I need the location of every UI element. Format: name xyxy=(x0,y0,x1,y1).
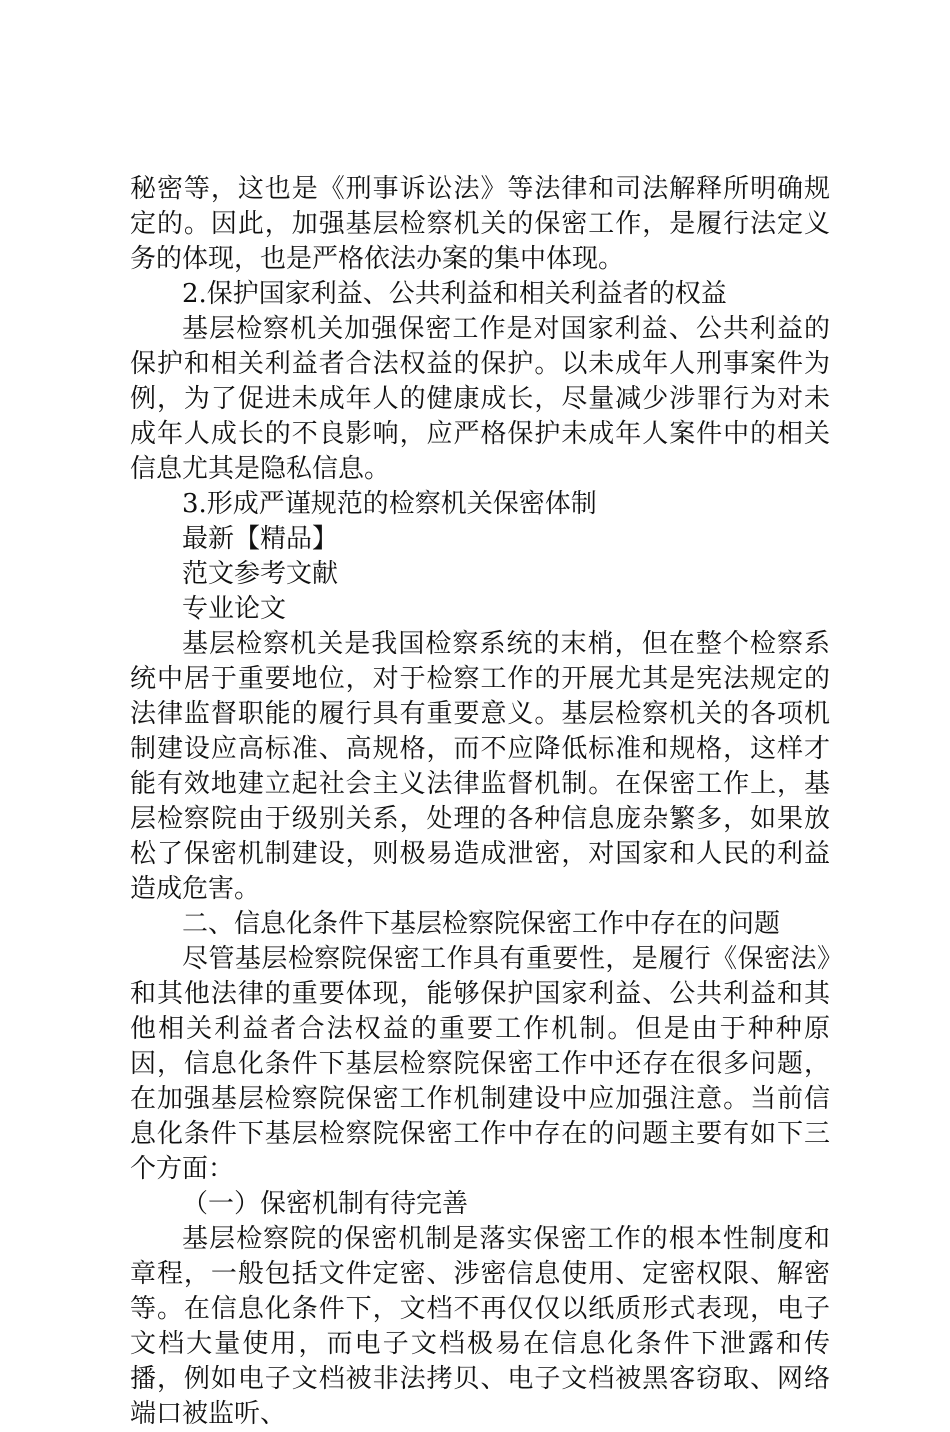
body-paragraph: 尽管基层检察院保密工作具有重要性，是履行《保密法》和其他法律的重要体现，能够保护国家利益、公共利益和其他相关利益者合法权益的重要工作机制。但是由于种种原因，信息化条件下基层检察院保密工作中还存在很多问题，在加强基层检察院保密工作机制建设中应加强注意。当前信息化条件下基层检察院保密工作中存在的问题主要有如下三个方面： xyxy=(130,944,830,1184)
promo-line: 最新【精品】 xyxy=(182,524,339,554)
section-heading: 2.保护国家利益、公共利益和相关利益者的权益 xyxy=(182,279,727,309)
subsection-heading: （一）保密机制有待完善 xyxy=(182,1189,469,1219)
promo-line: 专业论文 xyxy=(182,594,287,624)
body-paragraph: 基层检察机关加强保密工作是对国家利益、公共利益的保护和相关利益者合法权益的保护。以未成年人刑事案件为例，为了促进未成年人的健康成长，尽量减少涉罪行为对未成年人成长的不良影响，应严格保护未成年人案件中的相关信息尤其是隐私信息。 xyxy=(130,314,830,484)
section-heading: 二、信息化条件下基层检察院保密工作中存在的问题 xyxy=(182,909,781,939)
section-heading: 3.形成严谨规范的检察机关保密体制 xyxy=(182,489,597,519)
document-page xyxy=(130,172,830,1432)
body-paragraph: 基层检察机关是我国检察系统的末梢，但在整个检察系统中居于重要地位，对于检察工作的开展尤其是宪法规定的法律监督职能的履行具有重要意义。基层检察机关的各项机制建设应高标准、高规格，而不应降低标准和规格，这样才能有效地建立起社会主义法律监督机制。在保密工作上，基层检察院由于级别关系，处理的各种信息庞杂繁多，如果放松了保密机制建设，则极易造成泄密，对国家和人民的利益造成危害。 xyxy=(130,629,830,904)
promo-line: 范文参考文献 xyxy=(182,559,339,589)
body-paragraph: 秘密等，这也是《刑事诉讼法》等法律和司法解释所明确规定的。因此，加强基层检察机关的保密工作，是履行法定义务的体现，也是严格依法办案的集中体现。 xyxy=(130,174,830,274)
body-paragraph: 基层检察院的保密机制是落实保密工作的根本性制度和章程，一般包括文件定密、涉密信息使用、定密权限、解密等。在信息化条件下，文档不再仅仅以纸质形式表现，电子文档大量使用，而电子文档极易在信息化条件下泄露和传播，例如电子文档被非法拷贝、电子文档被黑客窃取、网络端口被监听、 xyxy=(130,1224,830,1429)
